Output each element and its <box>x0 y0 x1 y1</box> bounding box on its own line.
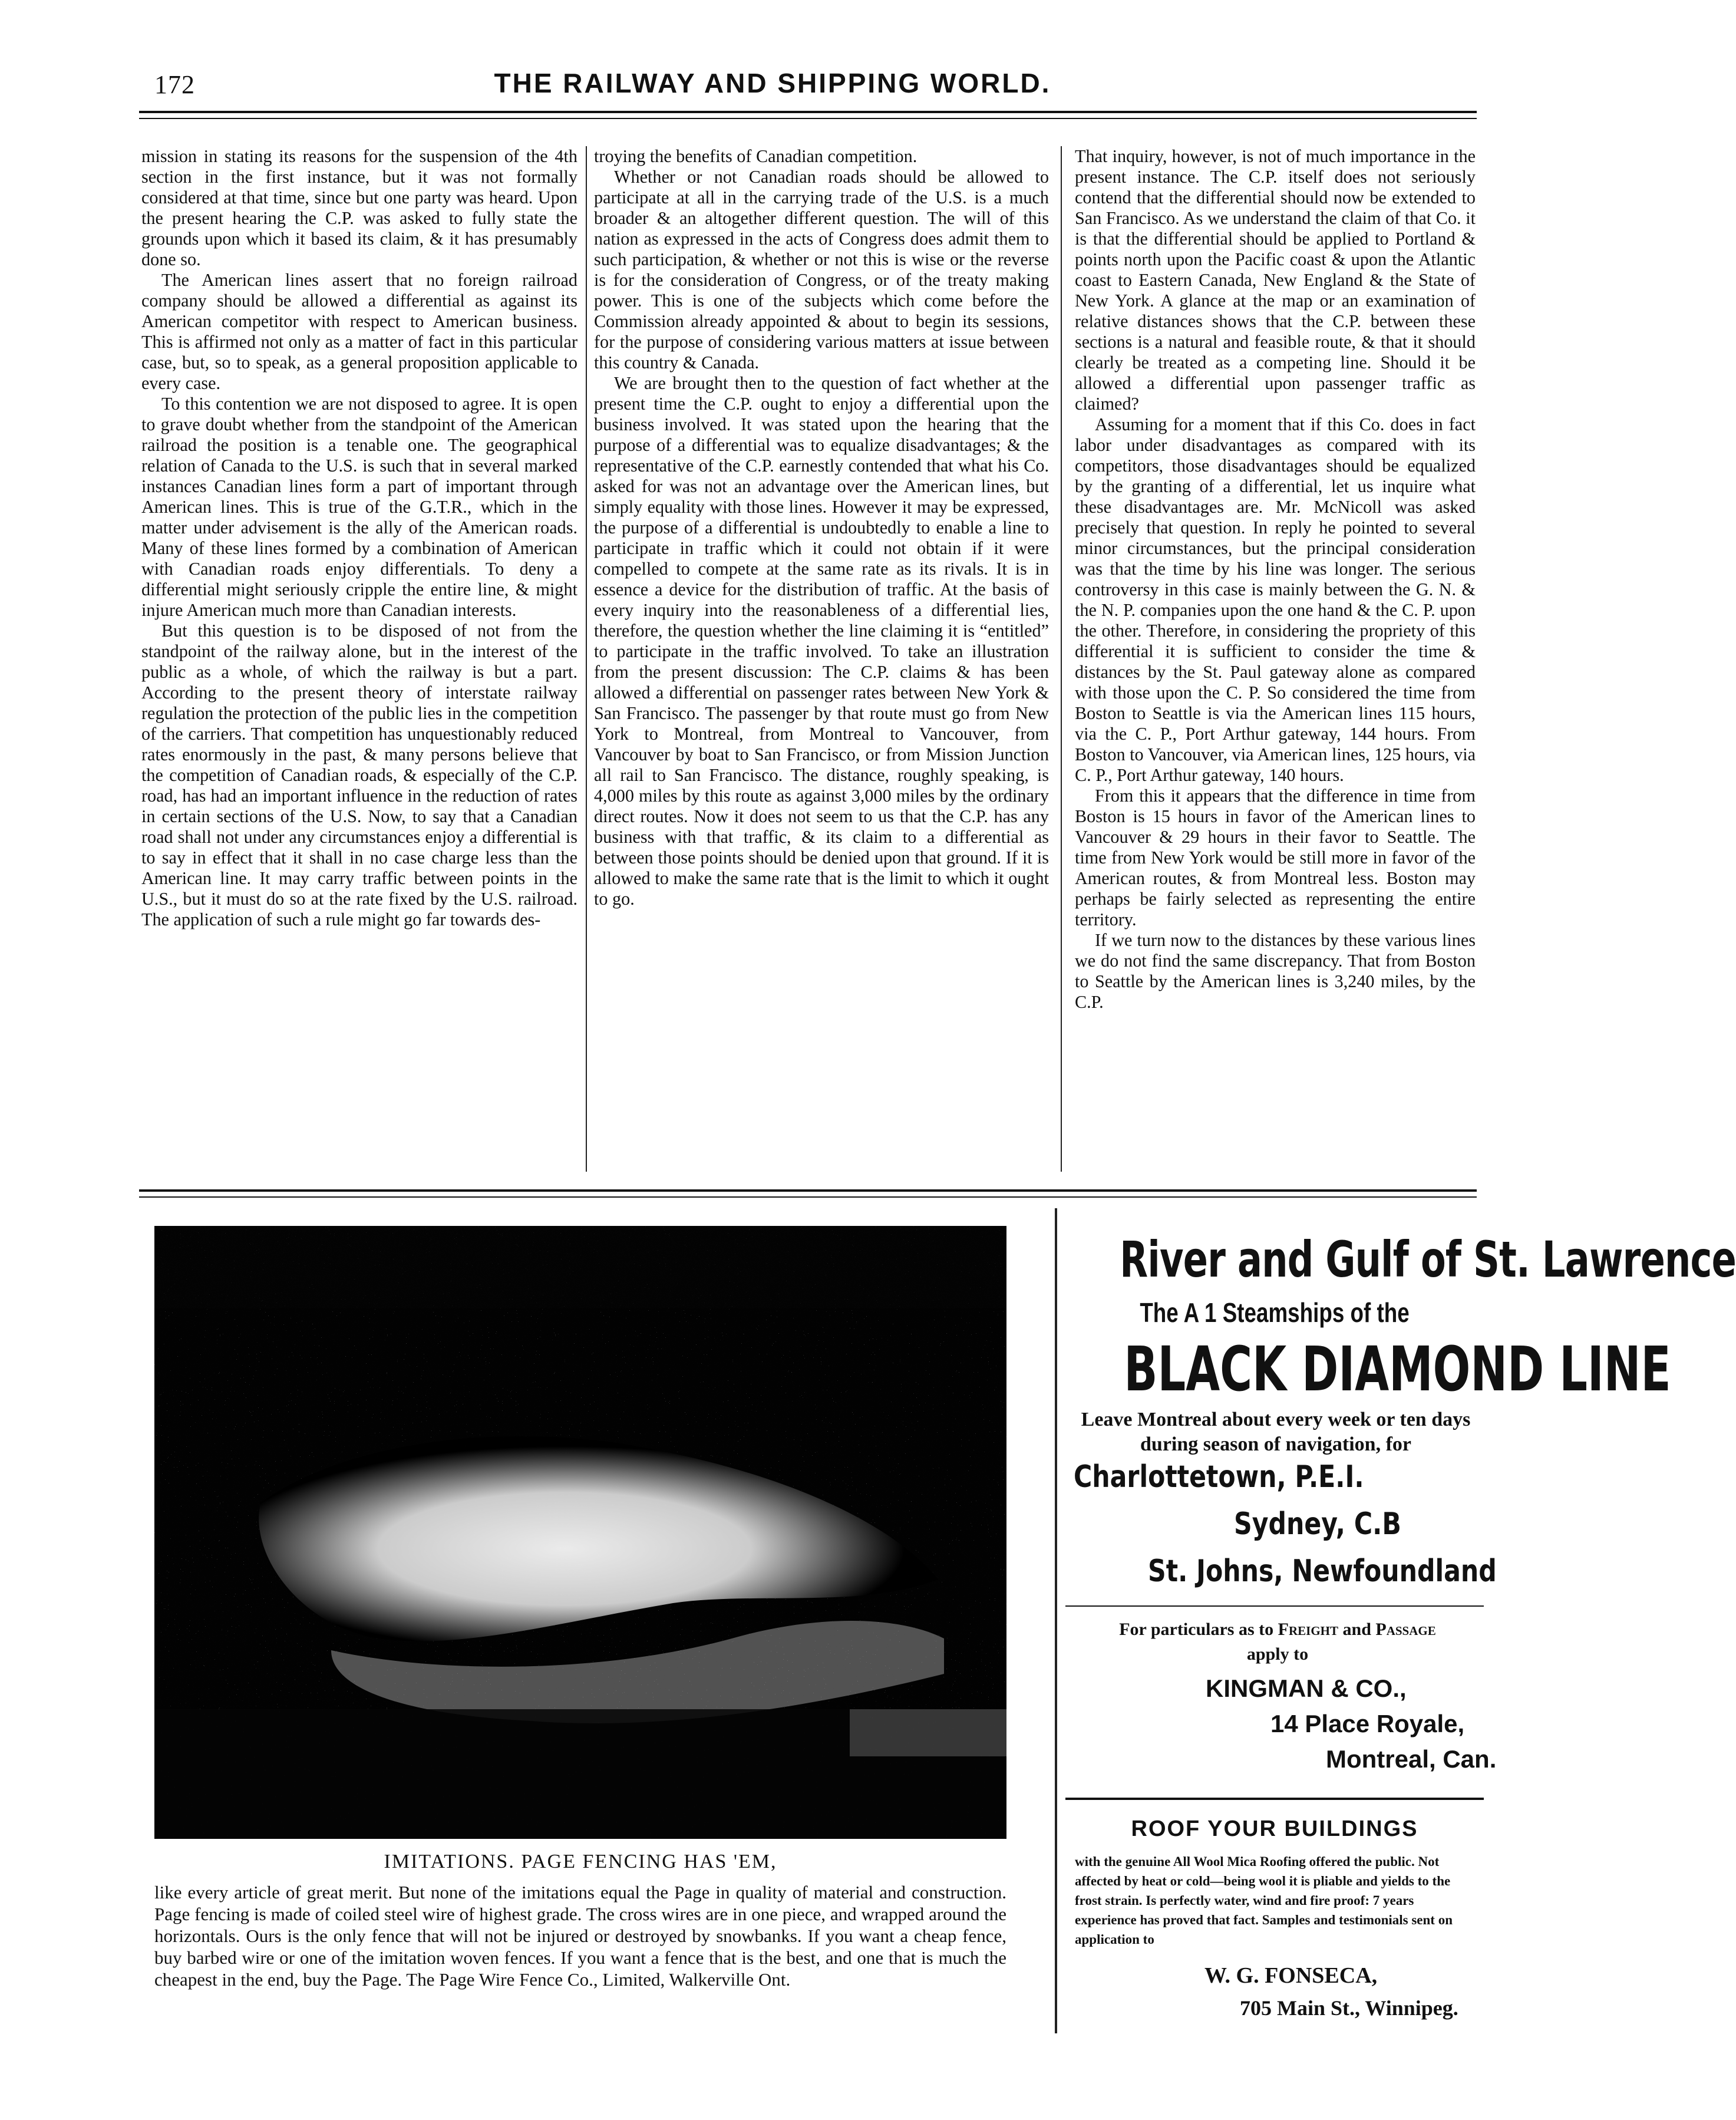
agent-address-1: 14 Place Royale, <box>1270 1710 1465 1737</box>
black-diamond-line-name: BLACK DIAMOND LINE <box>1124 1333 1671 1405</box>
paragraph: We are brought then to the question of fact whether at the present time the C.P. ought to enjoy a differential upon the business involved. It was stated upon the hearing that the purpose of a differential was to equalize disadvantages; & the representative of the C.P. earnestly contended that what his Co. asked for was not an advantage over the American lines, but simply equality with those lines. However it may be expressed, the purpose of a differential is undoubtedly to enable a line to participate in traffic which it could not obtain if it were compelled to compete at the same rate as its rivals. It is in essence a device for the distribution of traffic. At the basis of every inquiry into the reasonableness of a differential lies, therefore, the question whether the line claiming it is “entitled” to participate in the traffic involved. To take an illustration from the present discussion: The C.P. claims & has been allowed a differential on passenger rates between New York & San Francisco. The passenger by that route must go from New York to Montreal, from Montreal to Vancouver, from Vancouver by boat to San Francisco, or from Mission Junction all rail to San Francisco. The distance, roughly speaking, is 4,000 miles by this route as against 3,000 miles by the ordinary direct routes. Now it does not seem to us that the C.P. has any business with that traffic, & its claim to a differential as between those points should be denied upon that ground. If it is allowed to make the same rate that is the limit to which it ought to go. <box>594 373 1049 909</box>
paragraph: That inquiry, however, is not of much importance in the present instance. The C.P. itself does not seriously contend that the differential should now be extended to San Francisco. As we understand the claim of that Co. it is that the differential should be applied to Portland & points north upon the Pacific coast & upon the Atlantic coast to Eastern Canada, New England & the State of New York. A glance at the map or an examination of relative distances shows that the C.P. between these sections is a natural and feasible route, & that it should clearly be treated as a competing line. Should it be allowed a differential upon passenger traffic as claimed? <box>1075 146 1476 414</box>
freight-label: Freight <box>1278 1620 1339 1639</box>
paragraph: If we turn now to the distances by these various lines we do not find the same discrepancy. That from Boston to Seattle by the American lines is 3,240 miles, by the C.P. <box>1075 930 1476 1012</box>
paragraph: The American lines assert that no foreign railroad company should be allowed a differential as against its American competitor with respect to American business. This is affirmed not only as a matter of fact in this particular case, but, so to speak, as a general proposition applicable to every case. <box>141 270 577 393</box>
paragraph: To this contention we are not disposed to agree. It is open to grave doubt whether from the standpoint of the American railroad the position is a tenable one. The geographical relation of Canada to the U.S. is such that in several marked instances Canadian lines form a part of important through American lines. This is true of the G.T.R., which in the matter under advisement is the ally of the American roads. Many of these lines formed by a combination of American with Canadian roads enjoy differentials. To deny a differential might seriously cripple the entire line, & might injure American much more than Canadian interests. <box>141 394 577 620</box>
agent-name: KINGMAN & CO., <box>1206 1674 1407 1702</box>
paragraph: Whether or not Canadian roads should be allowed to participate at all in the carrying trade of the U.S. is a much broader & an altogether different question. The will of this nation as expressed in the acts of Congress does admit them to such participation, & whether or not this is wise or the reverse is for the consideration of Congress, or of the treaty making power. This is one of the subjects which come before the Commission already appointed & about to begin its sessions, for the purpose of considering various matters at issue between this country & Canada. <box>594 167 1049 372</box>
article-column-1 <box>141 146 577 930</box>
roofing-agent-address: 705 Main St., Winnipeg. <box>1240 1996 1458 2020</box>
black-diamond-subhead: The A 1 Steamships of the <box>1140 1297 1410 1328</box>
black-diamond-headline: River and Gulf of St. Lawrence <box>1120 1231 1736 1288</box>
roofing-agent-name: W. G. FONSECA, <box>1204 1963 1378 1988</box>
article-column-2 <box>594 146 1049 909</box>
apply-label: apply to <box>1246 1644 1309 1664</box>
black-diamond-particulars <box>1070 1617 1485 1667</box>
column-divider <box>586 146 587 1172</box>
and-label: and <box>1342 1620 1371 1639</box>
running-title: THE RAILWAY AND SHIPPING WORLD. <box>494 68 1051 98</box>
section-rule-thin <box>139 1196 1477 1198</box>
snowbank-photo-image <box>154 1226 1006 1839</box>
fence-ad-caption: IMITATIONS. PAGE FENCING HAS 'EM, <box>384 1851 777 1872</box>
header-rule <box>139 111 1477 113</box>
section-rule <box>139 1189 1477 1192</box>
ad-divider <box>1055 1208 1057 2033</box>
roofing-headline: ROOF YOUR BUILDINGS <box>1131 1816 1418 1841</box>
ad-rule <box>1065 1605 1484 1607</box>
fence-photo <box>154 1226 1006 1839</box>
paragraph: troying the benefits of Canadian competition. <box>594 146 917 166</box>
article-column-3 <box>1075 146 1476 1013</box>
paragraph: mission in stating its reasons for the suspension of the 4th section in the first instance, but it was not formally considered at that time, since but one party was heard. Upon the present hearing the C.P. was asked to fully state the grounds upon which it based its claim, & it has presumably done so. <box>141 146 577 269</box>
agent-address-2: Montreal, Can. <box>1326 1745 1497 1773</box>
page-number: 172 <box>154 70 195 99</box>
particulars-text: For particulars as to <box>1119 1620 1274 1639</box>
roofing-body: with the genuine All Wool Mica Roofing offered the public. Not affected by heat or cold—being wool it is pliable and yields to the frost strain. Is perfectly water, wind and fire proof: 7 years experience has proved that fact. Samples and testimonials sent on application to <box>1075 1854 1453 1947</box>
passage-label: Passage <box>1375 1620 1436 1639</box>
paragraph: But this question is to be disposed of not from the standpoint of the railway alone, but in the interest of the public as a whole, of which the railway is but a part. According to the present theory of interstate railway regulation the protection of the public lies in the competition of the carriers. That competition has unquestionably reduced rates enormously in the past, & many persons believe that the competition of Canadian roads, & especially of the C.P. road, has had an important influence in the reduction of rates in certain sections of the U.S. Now, to say that a Canadian road shall not under any circumstances enjoy a differential is to say in effect that it shall in no case charge less than the American line. It may carry traffic between points in the U.S., but it must do so at the rate fixed by the U.S. railroad. The application of such a rule might go far towards des- <box>141 621 577 929</box>
paragraph: From this it appears that the difference in time from Boston is 15 hours in favor of the American lines to Vancouver & 29 hours in their favor to Seattle. The time from New York would be still more in favor of the American routes, & from Montreal less. Boston may perhaps be fairly selected as representing the entire territory. <box>1075 786 1476 929</box>
ad-rule <box>1065 1798 1484 1800</box>
paragraph: Assuming for a moment that if this Co. does in fact labor under disadvantages as compared with its competitors, those disadvantages should be equalized by the granting of a differential, let us inquire what these disadvantages are. Mr. McNicoll was asked precisely that question. In reply he pointed to several minor circumstances, but the principal consideration was that the time by his line was longer. The serious controversy in this case is mainly between the G. N. & the N. P. companies upon the one hand & the C. P. upon the other. Therefore, in considering the propriety of this differential it is sufficient to consider the time & distances by the St. Paul gateway alone as compared with those upon the C. P. So considered the time from Boston to Seattle is via the American lines 115 hours, via the C. P., Port Arthur gateway, 144 hours. From Boston to Vancouver, via American lines, 125 hours, via C. P., Port Arthur gateway, 140 hours. <box>1075 414 1476 785</box>
black-diamond-schedule: Leave Montreal about every week or ten days during season of navigation, for <box>1081 1409 1471 1455</box>
fence-ad-body: like every article of great merit. But none of the imitations equal the Page in quality of material and construction. Page fencing is made of coiled steel wire of highest grade. The cross wires are in one piece, and wrapped around the horizontals. Ours is the only fence that will not be injured or destroyed by snowbanks. If you want a cheap fence, buy barbed wire or one of the imitation woven fences. If you want a fence that is the best, and one that is much the cheapest in the end, buy the Page. The Page Wire Fence Co., Limited, Walkerville Ont. <box>154 1882 1006 1990</box>
destination-sydney: Sydney, C.B <box>1234 1506 1401 1542</box>
destination-st-johns: St. Johns, Newfoundland <box>1148 1554 1497 1589</box>
header-rule-thin <box>139 118 1477 119</box>
column-divider <box>1061 146 1062 1172</box>
destination-charlottetown: Charlottetown, P.E.I. <box>1074 1459 1364 1495</box>
